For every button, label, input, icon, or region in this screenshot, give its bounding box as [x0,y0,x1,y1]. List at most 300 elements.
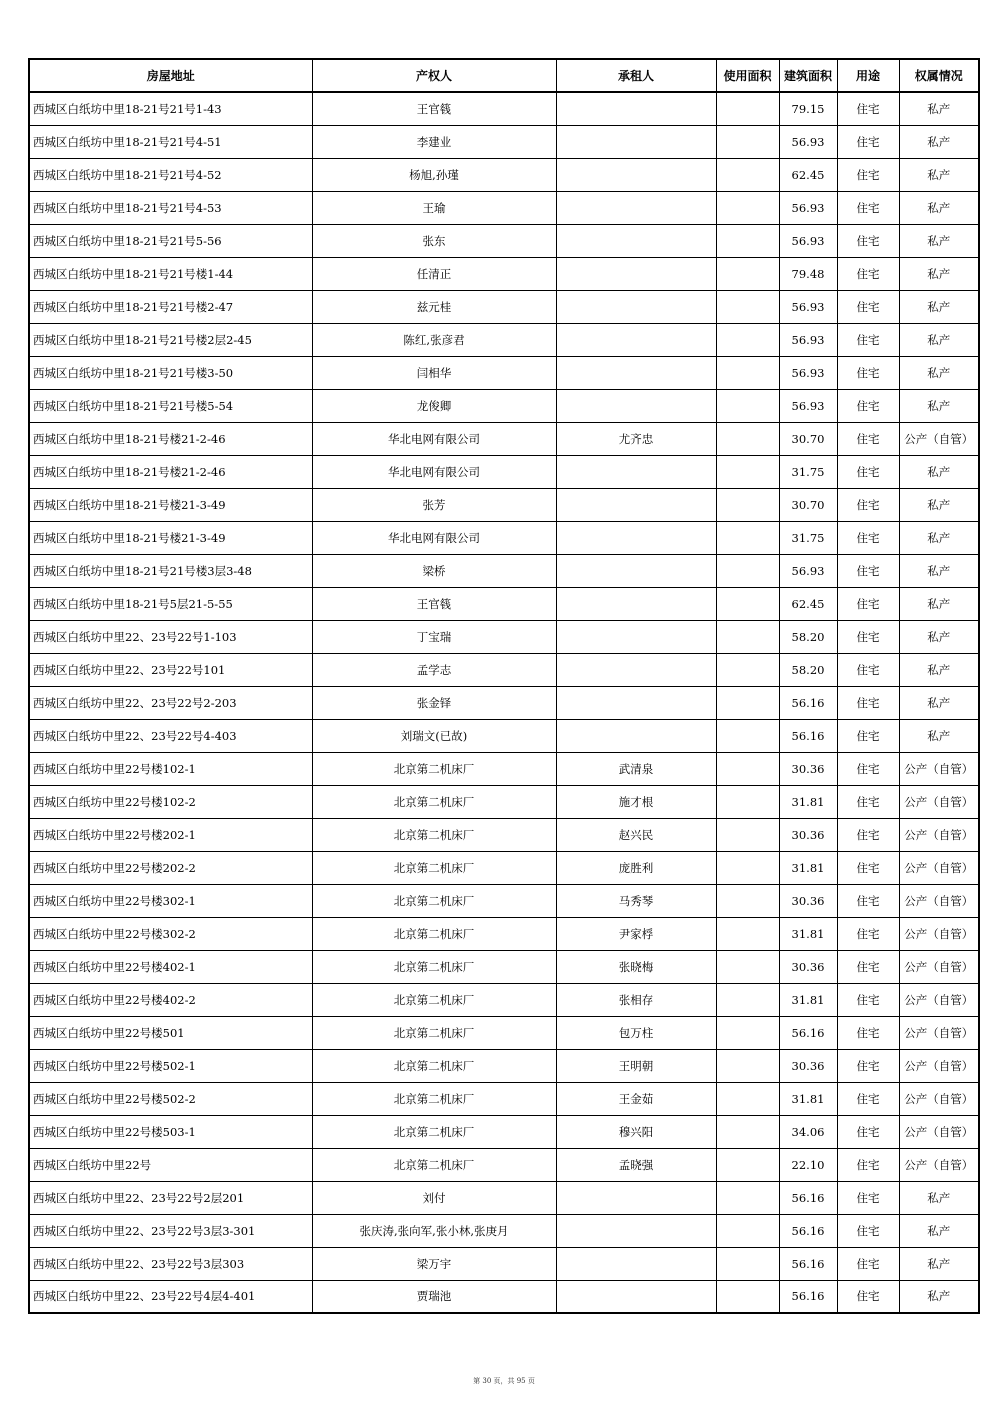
cell-building-area: 30.36 [779,752,837,785]
cell-owner: 王官篯 [312,92,556,125]
cell-building-area: 58.20 [779,653,837,686]
cell-owner: 北京第二机床厂 [312,818,556,851]
cell-address: 西城区白纸坊中里22号楼102-2 [29,785,312,818]
cell-address: 西城区白纸坊中里22号楼402-2 [29,983,312,1016]
cell-building-area: 31.81 [779,983,837,1016]
cell-tenant: 穆兴阳 [556,1115,716,1148]
cell-address: 西城区白纸坊中里18-21号21号楼2-47 [29,290,312,323]
cell-address: 西城区白纸坊中里18-21号21号4-51 [29,125,312,158]
cell-tenant [556,686,716,719]
cell-address: 西城区白纸坊中里22号楼503-1 [29,1115,312,1148]
property-registry-table [28,58,980,1314]
cell-purpose: 住宅 [837,983,899,1016]
table-row [29,1082,979,1115]
cell-use-area [716,290,779,323]
cell-address: 西城区白纸坊中里18-21号21号楼3层3-48 [29,554,312,587]
cell-address: 西城区白纸坊中里18-21号21号5-56 [29,224,312,257]
table-row [29,1280,979,1313]
cell-tenant: 马秀琴 [556,884,716,917]
table-row [29,983,979,1016]
cell-owner: 华北电网有限公司 [312,521,556,554]
cell-owner: 北京第二机床厂 [312,950,556,983]
table-row [29,554,979,587]
table-row [29,950,979,983]
cell-owner: 张东 [312,224,556,257]
cell-owner: 兹元桂 [312,290,556,323]
cell-use-area [716,1115,779,1148]
table-row [29,1016,979,1049]
cell-use-area [716,752,779,785]
cell-owner: 龙俊卿 [312,389,556,422]
cell-tenant [556,92,716,125]
cell-building-area: 31.75 [779,521,837,554]
cell-building-area: 30.70 [779,422,837,455]
cell-use-area [716,818,779,851]
cell-tenant [556,719,716,752]
cell-address: 西城区白纸坊中里22号楼502-1 [29,1049,312,1082]
page-number: 第 30 页，共 95 页 [473,1377,535,1385]
header-ownership: 权属情况 [899,59,979,92]
cell-ownership: 私产 [899,1214,979,1247]
cell-owner: 北京第二机床厂 [312,851,556,884]
table-body [29,92,979,1313]
table-row [29,851,979,884]
table-row [29,389,979,422]
cell-use-area [716,488,779,521]
cell-use-area [716,851,779,884]
table-header-row [29,59,979,92]
cell-ownership: 私产 [899,389,979,422]
cell-purpose: 住宅 [837,1082,899,1115]
cell-purpose: 住宅 [837,686,899,719]
cell-building-area: 62.45 [779,158,837,191]
cell-purpose: 住宅 [837,1214,899,1247]
cell-tenant: 孟晓强 [556,1148,716,1181]
cell-address: 西城区白纸坊中里22号楼501 [29,1016,312,1049]
cell-building-area: 56.93 [779,191,837,224]
table-row [29,1115,979,1148]
cell-tenant [556,389,716,422]
cell-address: 西城区白纸坊中里22号楼202-1 [29,818,312,851]
cell-tenant [556,224,716,257]
cell-ownership: 私产 [899,1247,979,1280]
cell-owner: 孟学志 [312,653,556,686]
table-row [29,158,979,191]
table-row [29,455,979,488]
cell-address: 西城区白纸坊中里22号楼302-1 [29,884,312,917]
cell-owner: 华北电网有限公司 [312,455,556,488]
cell-use-area [716,323,779,356]
cell-owner: 北京第二机床厂 [312,983,556,1016]
header-tenant: 承租人 [556,59,716,92]
cell-ownership: 私产 [899,1280,979,1313]
cell-ownership: 公产（自管） [899,818,979,851]
cell-owner: 李建业 [312,125,556,158]
table-row [29,1049,979,1082]
table-row [29,917,979,950]
cell-tenant [556,290,716,323]
cell-address: 西城区白纸坊中里18-21号21号楼3-50 [29,356,312,389]
cell-address: 西城区白纸坊中里18-21号楼21-3-49 [29,521,312,554]
cell-building-area: 58.20 [779,620,837,653]
cell-purpose: 住宅 [837,785,899,818]
cell-use-area [716,983,779,1016]
cell-address: 西城区白纸坊中里22号楼402-1 [29,950,312,983]
cell-use-area [716,389,779,422]
table-row [29,587,979,620]
cell-purpose: 住宅 [837,224,899,257]
cell-tenant [556,521,716,554]
cell-ownership: 私产 [899,1181,979,1214]
table-row [29,92,979,125]
cell-ownership: 私产 [899,356,979,389]
cell-use-area [716,917,779,950]
table-row [29,356,979,389]
cell-use-area [716,521,779,554]
cell-ownership: 公产（自管） [899,1016,979,1049]
cell-tenant [556,1214,716,1247]
cell-building-area: 22.10 [779,1148,837,1181]
cell-address: 西城区白纸坊中里22、23号22号1-103 [29,620,312,653]
cell-address: 西城区白纸坊中里22号楼202-2 [29,851,312,884]
cell-owner: 梁万宇 [312,1247,556,1280]
cell-use-area [716,1247,779,1280]
cell-address: 西城区白纸坊中里22号楼102-1 [29,752,312,785]
cell-owner: 北京第二机床厂 [312,1082,556,1115]
table-row [29,1214,979,1247]
cell-use-area [716,1280,779,1313]
table-row [29,752,979,785]
table-row [29,719,979,752]
cell-purpose: 住宅 [837,1148,899,1181]
cell-building-area: 31.81 [779,851,837,884]
cell-owner: 北京第二机床厂 [312,785,556,818]
table-row [29,884,979,917]
cell-owner: 任清正 [312,257,556,290]
cell-use-area [716,620,779,653]
cell-use-area [716,125,779,158]
cell-building-area: 56.93 [779,389,837,422]
cell-ownership: 公产（自管） [899,983,979,1016]
cell-address: 西城区白纸坊中里18-21号21号楼1-44 [29,257,312,290]
cell-building-area: 30.36 [779,818,837,851]
cell-building-area: 79.15 [779,92,837,125]
cell-owner: 张庆涛,张向军,张小林,张庚月 [312,1214,556,1247]
cell-use-area [716,719,779,752]
cell-owner: 王瑜 [312,191,556,224]
cell-purpose: 住宅 [837,884,899,917]
cell-tenant [556,323,716,356]
table-row [29,818,979,851]
header-purpose: 用途 [837,59,899,92]
cell-building-area: 56.16 [779,1016,837,1049]
cell-ownership: 公产（自管） [899,884,979,917]
cell-building-area: 31.75 [779,455,837,488]
cell-use-area [716,422,779,455]
cell-ownership: 公产（自管） [899,1115,979,1148]
table-row [29,521,979,554]
cell-building-area: 56.16 [779,1214,837,1247]
cell-address: 西城区白纸坊中里18-21号楼21-2-46 [29,422,312,455]
cell-owner: 北京第二机床厂 [312,1148,556,1181]
cell-use-area [716,587,779,620]
cell-tenant: 尤齐忠 [556,422,716,455]
cell-purpose: 住宅 [837,290,899,323]
cell-use-area [716,191,779,224]
header-owner: 产权人 [312,59,556,92]
cell-owner: 北京第二机床厂 [312,752,556,785]
cell-ownership: 私产 [899,719,979,752]
cell-building-area: 56.16 [779,719,837,752]
table-row [29,488,979,521]
cell-ownership: 私产 [899,488,979,521]
cell-building-area: 30.36 [779,950,837,983]
cell-owner: 张金铎 [312,686,556,719]
cell-ownership: 公产（自管） [899,422,979,455]
cell-owner: 北京第二机床厂 [312,1049,556,1082]
cell-purpose: 住宅 [837,818,899,851]
cell-purpose: 住宅 [837,752,899,785]
cell-address: 西城区白纸坊中里22、23号22号4-403 [29,719,312,752]
cell-purpose: 住宅 [837,1280,899,1313]
cell-tenant: 施才根 [556,785,716,818]
cell-ownership: 私产 [899,455,979,488]
cell-use-area [716,950,779,983]
cell-purpose: 住宅 [837,92,899,125]
cell-use-area [716,785,779,818]
cell-address: 西城区白纸坊中里22、23号22号3层303 [29,1247,312,1280]
cell-purpose: 住宅 [837,488,899,521]
cell-building-area: 30.70 [779,488,837,521]
cell-building-area: 56.93 [779,125,837,158]
cell-tenant [556,1181,716,1214]
table-row [29,290,979,323]
cell-owner: 闫相华 [312,356,556,389]
cell-ownership: 私产 [899,323,979,356]
cell-owner: 梁桥 [312,554,556,587]
cell-ownership: 私产 [899,686,979,719]
cell-ownership: 公产（自管） [899,917,979,950]
cell-use-area [716,1082,779,1115]
cell-address: 西城区白纸坊中里22、23号22号2层201 [29,1181,312,1214]
cell-owner: 贾瑞池 [312,1280,556,1313]
table-row [29,785,979,818]
cell-purpose: 住宅 [837,1016,899,1049]
cell-ownership: 私产 [899,191,979,224]
cell-ownership: 公产（自管） [899,1148,979,1181]
table-row [29,422,979,455]
cell-building-area: 34.06 [779,1115,837,1148]
cell-use-area [716,356,779,389]
cell-building-area: 56.93 [779,224,837,257]
cell-purpose: 住宅 [837,587,899,620]
cell-building-area: 30.36 [779,884,837,917]
cell-ownership: 私产 [899,521,979,554]
cell-address: 西城区白纸坊中里22、23号22号2-203 [29,686,312,719]
table-row [29,1247,979,1280]
cell-ownership: 公产（自管） [899,752,979,785]
table-row [29,257,979,290]
cell-purpose: 住宅 [837,389,899,422]
cell-tenant: 尹家桴 [556,917,716,950]
cell-tenant: 武清泉 [556,752,716,785]
cell-tenant [556,158,716,191]
cell-ownership: 私产 [899,587,979,620]
cell-purpose: 住宅 [837,917,899,950]
cell-ownership: 公产（自管） [899,1082,979,1115]
cell-use-area [716,1214,779,1247]
cell-ownership: 公产（自管） [899,1049,979,1082]
cell-building-area: 56.16 [779,1247,837,1280]
cell-address: 西城区白纸坊中里22、23号22号4层4-401 [29,1280,312,1313]
cell-purpose: 住宅 [837,323,899,356]
cell-tenant [556,620,716,653]
cell-use-area [716,554,779,587]
cell-owner: 刘付 [312,1181,556,1214]
cell-building-area: 56.93 [779,554,837,587]
cell-purpose: 住宅 [837,455,899,488]
cell-owner: 北京第二机床厂 [312,917,556,950]
cell-building-area: 31.81 [779,1082,837,1115]
cell-use-area [716,92,779,125]
cell-address: 西城区白纸坊中里18-21号楼21-3-49 [29,488,312,521]
cell-tenant: 王金茹 [556,1082,716,1115]
cell-use-area [716,1016,779,1049]
cell-tenant: 包万柱 [556,1016,716,1049]
cell-address: 西城区白纸坊中里18-21号5层21-5-55 [29,587,312,620]
cell-owner: 杨旭,孙瑾 [312,158,556,191]
header-use-area: 使用面积 [716,59,779,92]
cell-ownership: 公产（自管） [899,785,979,818]
cell-building-area: 30.36 [779,1049,837,1082]
cell-purpose: 住宅 [837,125,899,158]
cell-address: 西城区白纸坊中里18-21号21号4-53 [29,191,312,224]
cell-ownership: 私产 [899,224,979,257]
cell-tenant [556,1247,716,1280]
cell-use-area [716,686,779,719]
cell-building-area: 56.93 [779,323,837,356]
cell-building-area: 56.93 [779,290,837,323]
cell-owner: 丁宝瑞 [312,620,556,653]
table-row [29,224,979,257]
cell-ownership: 私产 [899,257,979,290]
cell-use-area [716,884,779,917]
cell-building-area: 62.45 [779,587,837,620]
cell-building-area: 56.16 [779,1280,837,1313]
cell-use-area [716,653,779,686]
cell-address: 西城区白纸坊中里18-21号楼21-2-46 [29,455,312,488]
cell-owner: 北京第二机床厂 [312,884,556,917]
cell-tenant: 张相存 [556,983,716,1016]
cell-ownership: 私产 [899,653,979,686]
cell-tenant [556,554,716,587]
cell-use-area [716,158,779,191]
cell-ownership: 公产（自管） [899,950,979,983]
cell-ownership: 私产 [899,290,979,323]
cell-address: 西城区白纸坊中里22、23号22号3层3-301 [29,1214,312,1247]
cell-tenant: 王明朝 [556,1049,716,1082]
cell-building-area: 31.81 [779,917,837,950]
cell-tenant [556,356,716,389]
cell-owner: 华北电网有限公司 [312,422,556,455]
cell-tenant [556,488,716,521]
table-row [29,125,979,158]
header-address: 房屋地址 [29,59,312,92]
cell-tenant: 庞胜利 [556,851,716,884]
cell-owner: 陈红,张彦君 [312,323,556,356]
cell-use-area [716,1148,779,1181]
cell-purpose: 住宅 [837,257,899,290]
table-row [29,686,979,719]
cell-building-area: 56.16 [779,686,837,719]
cell-address: 西城区白纸坊中里22号楼502-2 [29,1082,312,1115]
cell-tenant [556,653,716,686]
cell-purpose: 住宅 [837,1049,899,1082]
cell-building-area: 31.81 [779,785,837,818]
table-row [29,191,979,224]
cell-tenant [556,257,716,290]
cell-ownership: 公产（自管） [899,851,979,884]
cell-ownership: 私产 [899,158,979,191]
cell-owner: 刘瑞文(已故) [312,719,556,752]
cell-ownership: 私产 [899,554,979,587]
table-row [29,653,979,686]
cell-purpose: 住宅 [837,950,899,983]
cell-ownership: 私产 [899,125,979,158]
cell-purpose: 住宅 [837,191,899,224]
cell-tenant: 张晓梅 [556,950,716,983]
cell-ownership: 私产 [899,92,979,125]
cell-address: 西城区白纸坊中里22号楼302-2 [29,917,312,950]
cell-tenant [556,1280,716,1313]
cell-address: 西城区白纸坊中里18-21号21号1-43 [29,92,312,125]
cell-address: 西城区白纸坊中里22、23号22号101 [29,653,312,686]
cell-use-area [716,257,779,290]
cell-building-area: 79.48 [779,257,837,290]
property-registry-sheet [28,58,978,1314]
table-row [29,1181,979,1214]
table-row [29,1148,979,1181]
cell-purpose: 住宅 [837,422,899,455]
cell-tenant [556,587,716,620]
cell-use-area [716,224,779,257]
cell-purpose: 住宅 [837,653,899,686]
cell-purpose: 住宅 [837,554,899,587]
cell-address: 西城区白纸坊中里18-21号21号楼5-54 [29,389,312,422]
cell-purpose: 住宅 [837,851,899,884]
cell-purpose: 住宅 [837,620,899,653]
cell-purpose: 住宅 [837,356,899,389]
cell-building-area: 56.93 [779,356,837,389]
cell-owner: 北京第二机床厂 [312,1115,556,1148]
cell-purpose: 住宅 [837,1181,899,1214]
cell-use-area [716,1049,779,1082]
cell-use-area [716,1181,779,1214]
cell-owner: 张芳 [312,488,556,521]
cell-address: 西城区白纸坊中里18-21号21号4-52 [29,158,312,191]
cell-building-area: 56.16 [779,1181,837,1214]
cell-tenant [556,125,716,158]
cell-ownership: 私产 [899,620,979,653]
cell-tenant [556,191,716,224]
cell-purpose: 住宅 [837,719,899,752]
cell-address: 西城区白纸坊中里18-21号21号楼2层2-45 [29,323,312,356]
cell-owner: 北京第二机床厂 [312,1016,556,1049]
cell-address: 西城区白纸坊中里22号 [29,1148,312,1181]
cell-tenant [556,455,716,488]
header-building-area: 建筑面积 [779,59,837,92]
cell-use-area [716,455,779,488]
